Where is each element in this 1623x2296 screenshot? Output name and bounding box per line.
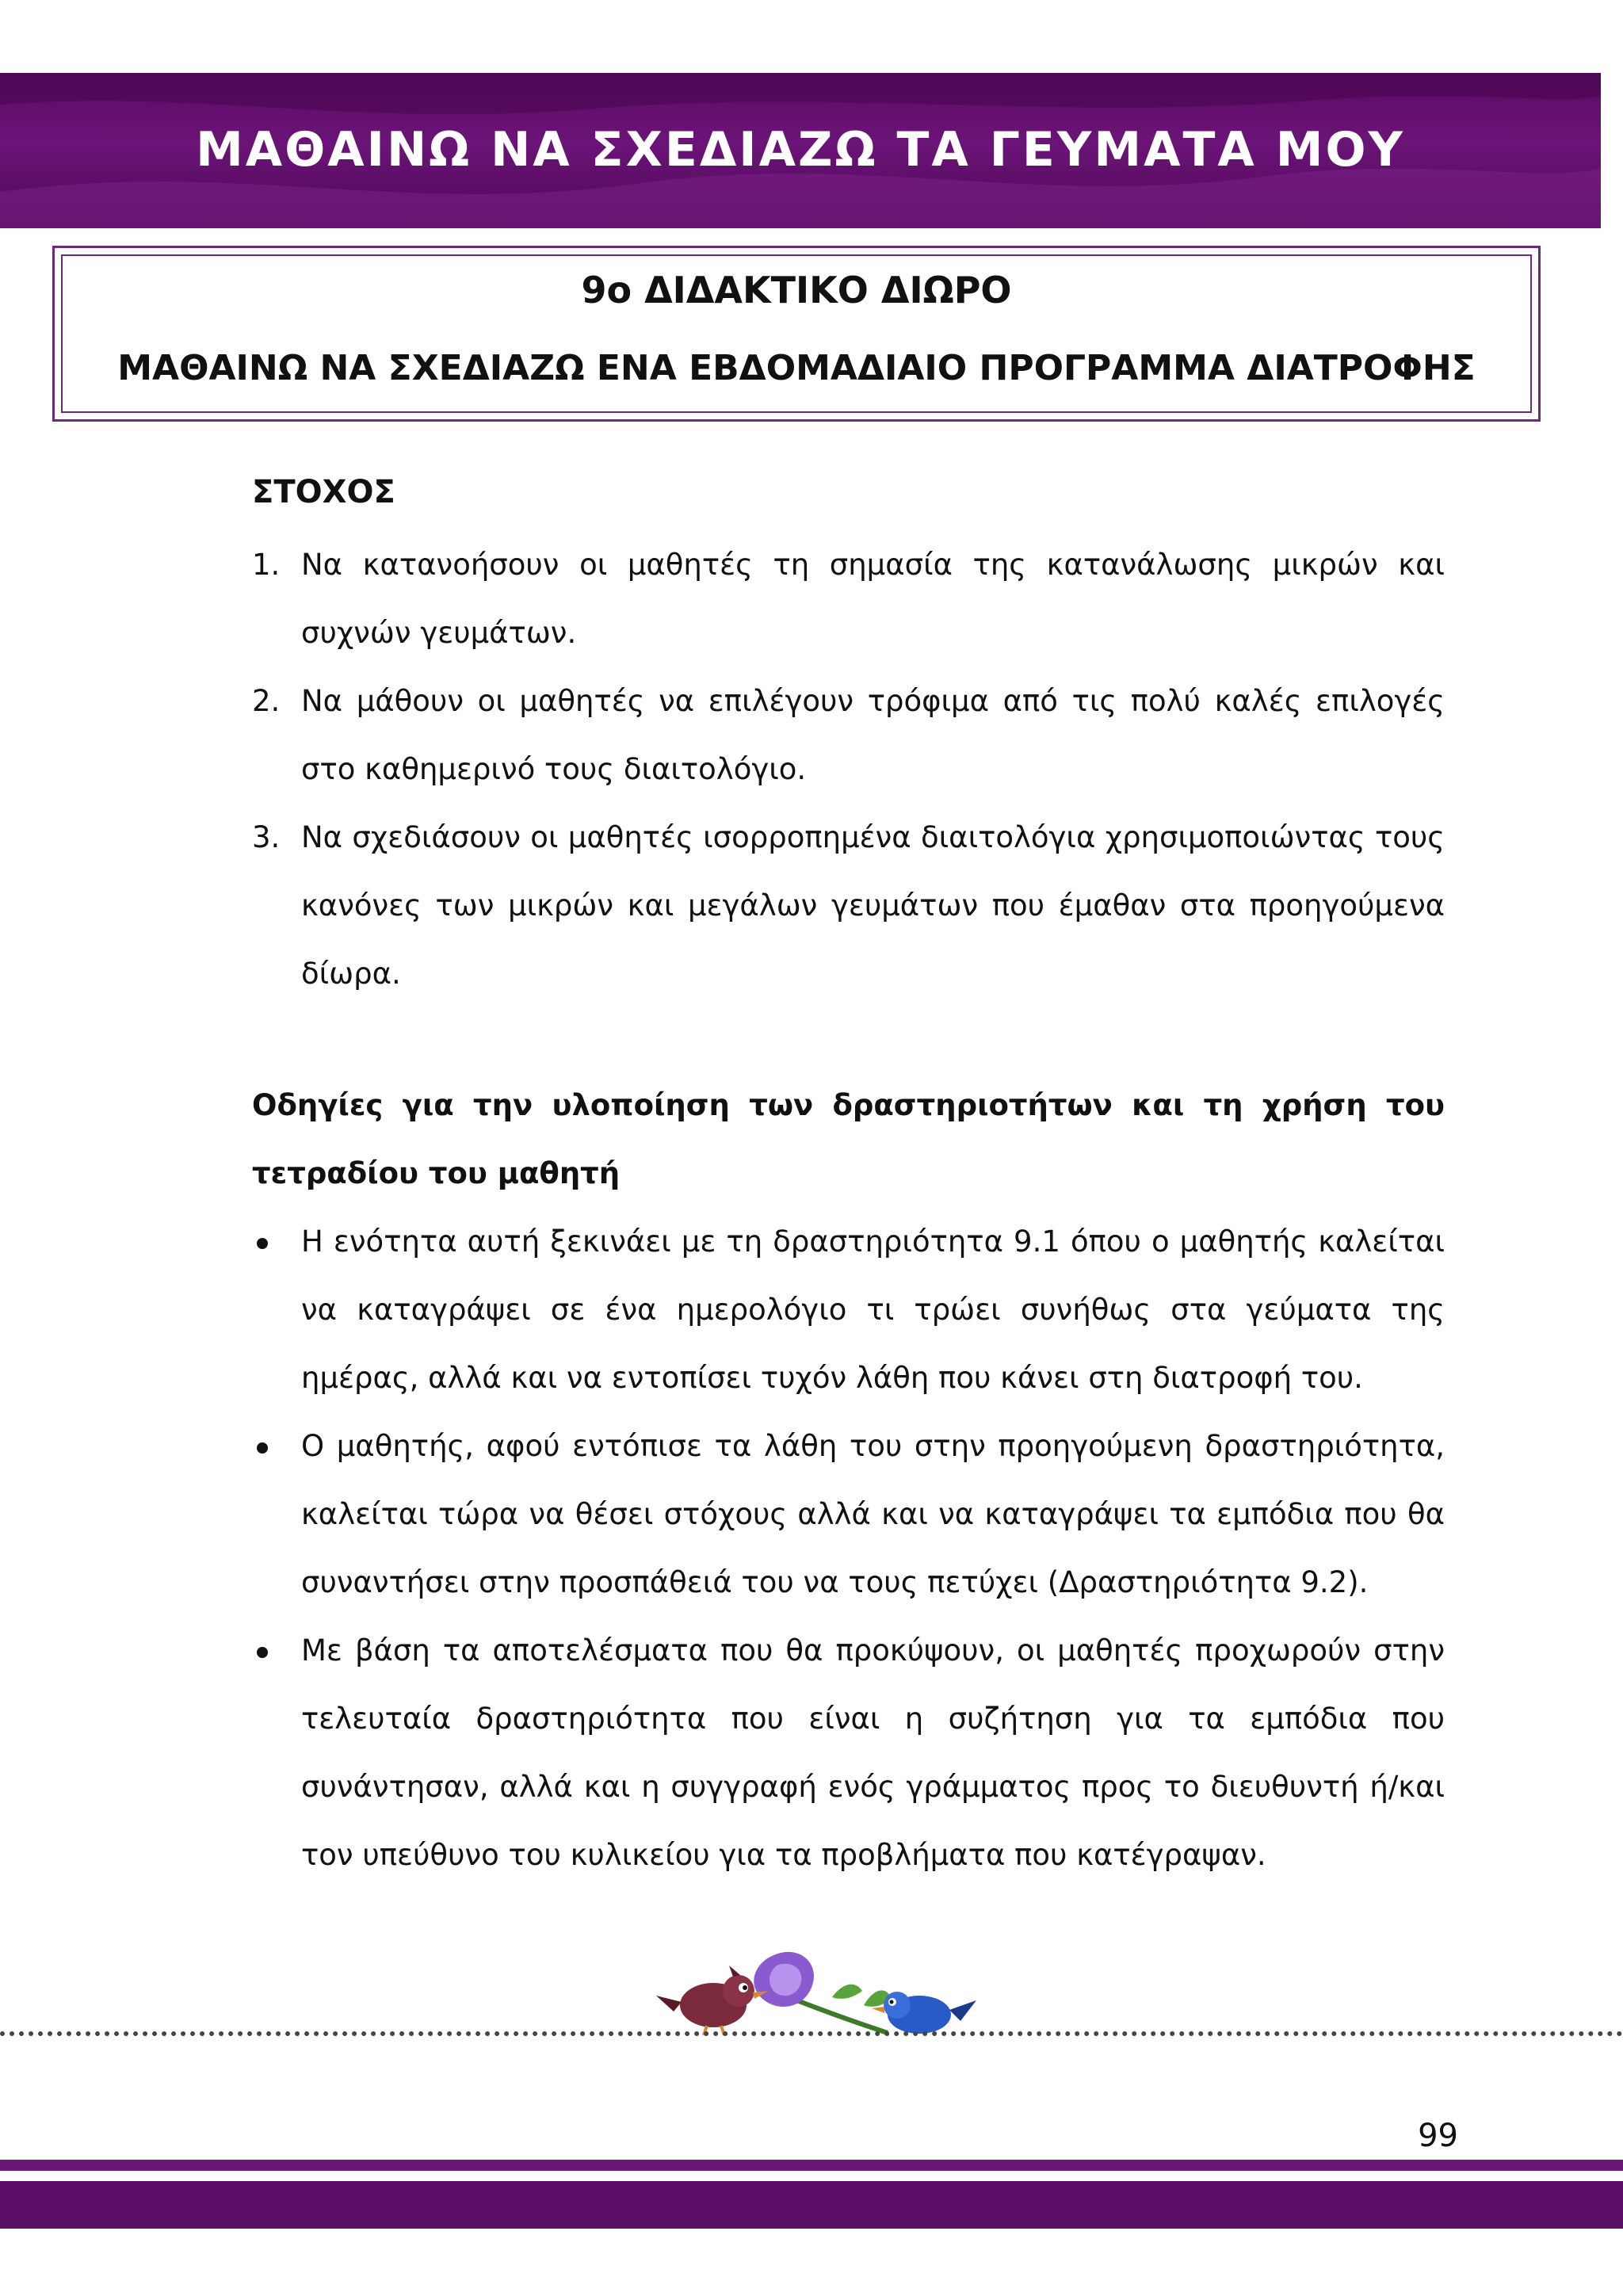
bullet-text: Ο μαθητής, αφού εντόπισε τα λάθη του στην προηγούμενη δραστηριότητα, καλείται τώρα να θέσει στόχους αλλά και να καταγράψει τα εμπόδια που θα συναντήσει στην προσπάθειά του να τους πετύχει (Δραστηριότητα 9.2). [301, 1429, 1445, 1599]
footer-dotted-divider [0, 2031, 1623, 2036]
footer-stripe-thin [0, 2160, 1623, 2171]
goal-text: Να μάθουν οι μαθητές να επιλέγουν τρόφιμα από τις πολύ καλές επιλογές στο καθημερινό τους διαιτολόγιο. [301, 684, 1445, 786]
goal-number: 2. [252, 684, 281, 718]
header-banner [0, 73, 1601, 228]
bullet-icon [257, 1238, 268, 1249]
birds-flower-illustration [650, 1942, 983, 2037]
main-content [252, 468, 1445, 1889]
lesson-title-box [52, 246, 1541, 422]
goal-item [252, 804, 1445, 1008]
lesson-number: 9ο ΔΙΔΑΚΤΙΚΟ ΔΙΩΡΟ [581, 269, 1012, 311]
goal-number: 3. [252, 820, 281, 854]
instructions-heading: Οδηγίες για την υλοποίηση των δραστηριοτήτων και τη χρήση του τετραδίου του μαθητή [252, 1088, 1445, 1190]
page-number: 99 [1418, 2118, 1458, 2154]
goal-text: Να σχεδιάσουν οι μαθητές ισορροπημένα διαιτολόγια χρησιμοποιώντας τους κανόνες των μικρών και μεγάλων γευμάτων που έμαθαν στα προηγούμενα δίωρα. [301, 820, 1445, 991]
bullet-icon [257, 1442, 268, 1454]
goal-number: 1. [252, 548, 281, 582]
footer-stripe-thick [0, 2181, 1623, 2229]
header-title: ΜΑΘΑΙΝΩ ΝΑ ΣΧΕΔΙΑΖΩ ΤΑ ΓΕΥΜΑΤΑ ΜΟΥ [196, 122, 1405, 178]
goal-text: Να κατανοήσουν οι μαθητές τη σημασία της κατανάλωσης μικρών και συχνών γευμάτων. [301, 548, 1445, 650]
instruction-bullet [252, 1412, 1445, 1617]
bullet-text: Με βάση τα αποτελέσματα που θα προκύψουν, οι μαθητές προχωρούν στην τελευταία δραστηριότητα που είναι η συζήτηση για τα εμπόδια που συνάντησαν, αλλά και η συγγραφή ενός γράμματος προς το διευθυντή ή/και τον υπεύθυνο του κυλικείου για τα προβλήματα που κατέγραψαν. [301, 1633, 1445, 1872]
bullet-icon [257, 1647, 268, 1658]
goal-item [252, 531, 1445, 667]
bullet-text: Η ενότητα αυτή ξεκινάει με τη δραστηριότητα 9.1 όπου ο μαθητής καλείται να καταγράψει σε ένα ημερολόγιο τι τρώει συνήθως στα γεύματα της ημέρας, αλλά και να εντοπίσει τυχόν λάθη που κάνει στη διατροφή του. [301, 1224, 1445, 1395]
goal-item [252, 667, 1445, 804]
goals-heading: ΣΤΟΧΟΣ [252, 474, 395, 510]
lesson-title: ΜΑΘΑΙΝΩ ΝΑ ΣΧΕΔΙΑΖΩ ΕΝΑ ΕΒΔΟΜΑΔΙΑΙΟ ΠΡΟΓΡΑΜΜΑ ΔΙΑΤΡΟΦΗΣ [117, 348, 1476, 388]
instruction-bullet [252, 1208, 1445, 1412]
instruction-bullet [252, 1617, 1445, 1889]
